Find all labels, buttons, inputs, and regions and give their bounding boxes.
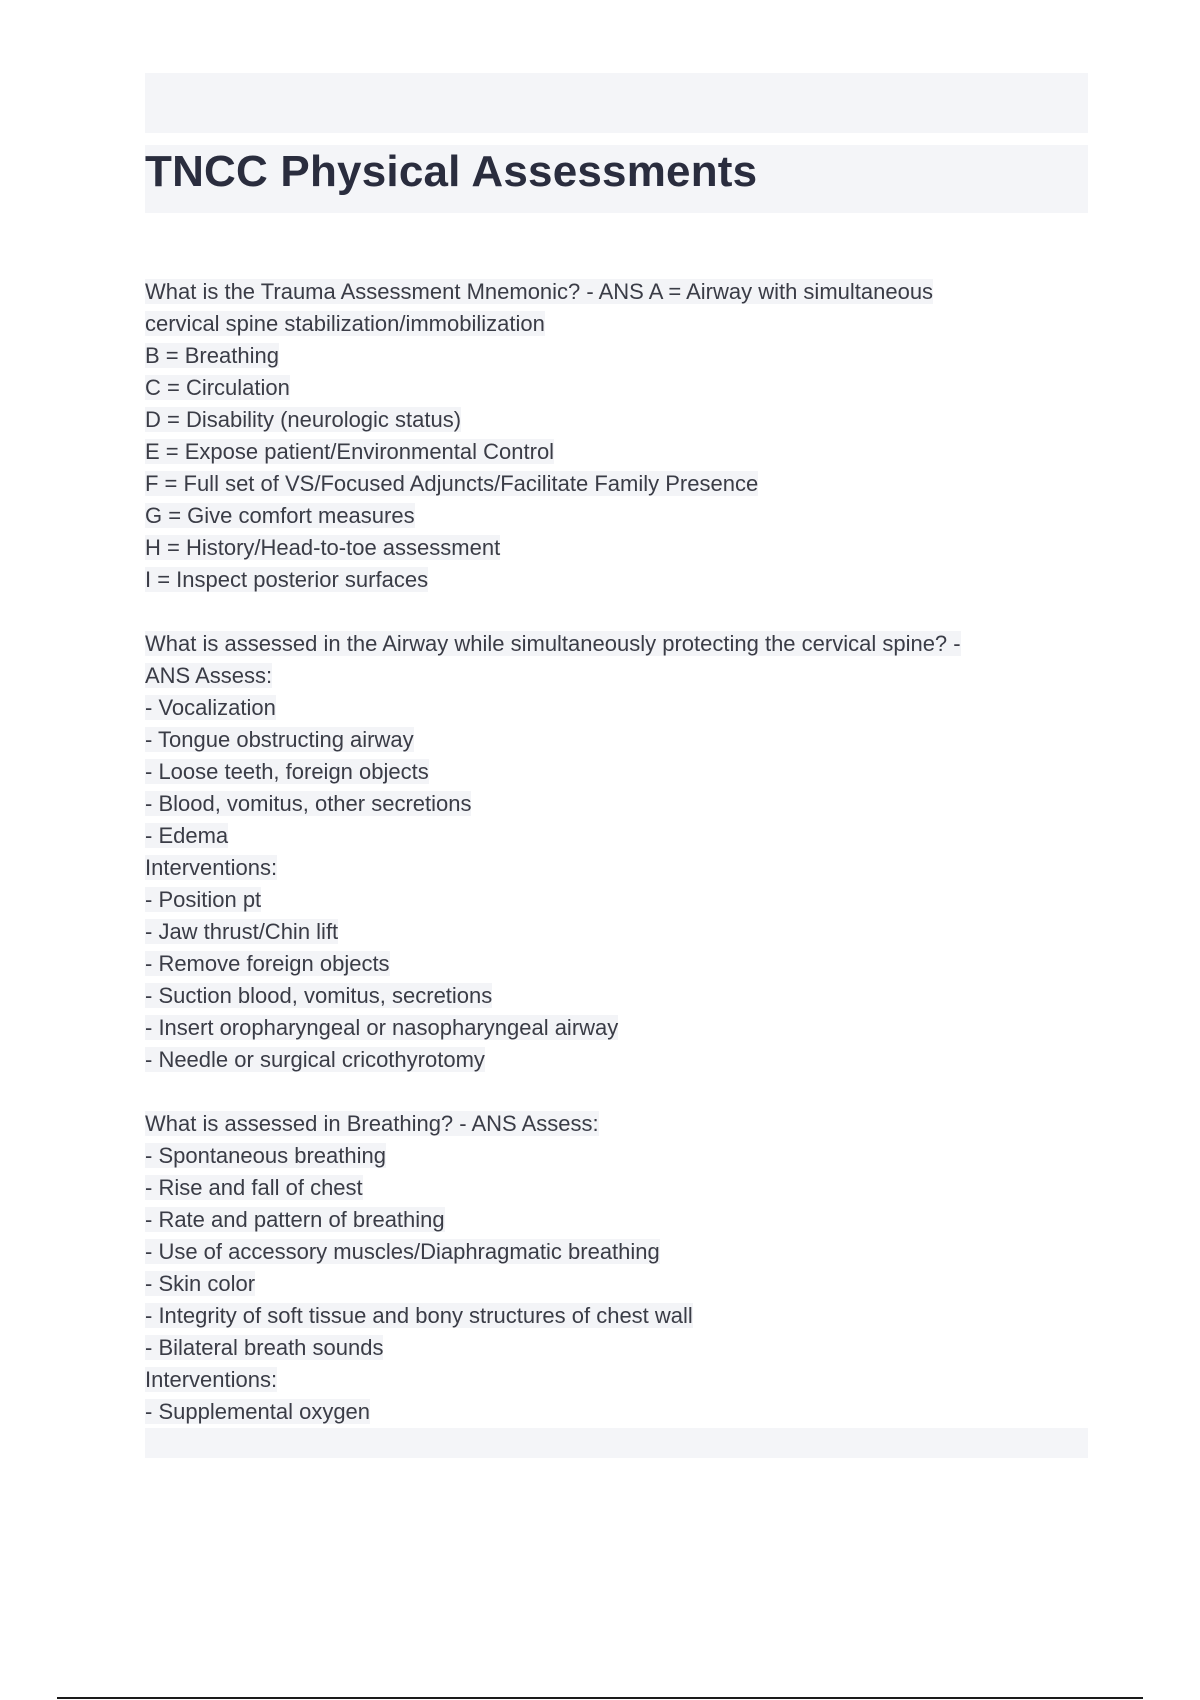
text-line: - Edema [145, 823, 229, 848]
page-title: TNCC Physical Assessments [145, 147, 758, 196]
text-line: - Rate and pattern of breathing [145, 1207, 445, 1232]
text-line: - Spontaneous breathing [145, 1143, 386, 1168]
text-line: What is the Trauma Assessment Mnemonic? - ANS A = Airway with simultaneous [145, 279, 934, 304]
text-line: What is assessed in the Airway while simultaneously protecting the cervical spine? - [145, 631, 961, 656]
document-body [145, 276, 1085, 1460]
text-line: - Bilateral breath sounds [145, 1335, 384, 1360]
text-line: cervical spine stabilization/immobilization [145, 311, 545, 336]
text-line: Interventions: [145, 855, 278, 880]
qa-block-mnemonic [145, 276, 1085, 596]
text-line: - Suction blood, vomitus, secretions [145, 983, 493, 1008]
text-line: - Insert oropharyngeal or nasopharyngeal airway [145, 1015, 619, 1040]
text-line: - Integrity of soft tissue and bony structures of chest wall [145, 1303, 693, 1328]
text-line: - Tongue obstructing airway [145, 727, 414, 752]
text-line: C = Circulation [145, 375, 290, 400]
text-line: D = Disability (neurologic status) [145, 407, 462, 432]
qa-block-airway [145, 628, 1085, 1076]
text-line: - Remove foreign objects [145, 951, 390, 976]
text-line: - Position pt [145, 887, 262, 912]
text-line: - Blood, vomitus, other secretions [145, 791, 472, 816]
text-line: I = Inspect posterior surfaces [145, 567, 429, 592]
text-line: - Loose teeth, foreign objects [145, 759, 429, 784]
page-bottom-rule [57, 1697, 1143, 1699]
text-line: - Rise and fall of chest [145, 1175, 363, 1200]
text-line: - Use of accessory muscles/Diaphragmatic breathing [145, 1239, 660, 1264]
text-line: B = Breathing [145, 343, 279, 368]
qa-block-breathing [145, 1108, 1085, 1428]
text-line: ANS Assess: [145, 663, 273, 688]
text-line: G = Give comfort measures [145, 503, 415, 528]
text-line: E = Expose patient/Environmental Control [145, 439, 555, 464]
text-line: - Skin color [145, 1271, 256, 1296]
text-line: F = Full set of VS/Focused Adjuncts/Facilitate Family Presence [145, 471, 759, 496]
text-line: - Supplemental oxygen [145, 1399, 371, 1424]
text-line: - Jaw thrust/Chin lift [145, 919, 339, 944]
text-line: What is assessed in Breathing? - ANS Assess: [145, 1111, 599, 1136]
text-line: - Needle or surgical cricothyrotomy [145, 1047, 485, 1072]
header-band [145, 73, 1088, 133]
footer-band [145, 1428, 1088, 1458]
text-line: - Vocalization [145, 695, 276, 720]
text-line: Interventions: [145, 1367, 278, 1392]
text-line: H = History/Head-to-toe assessment [145, 535, 501, 560]
